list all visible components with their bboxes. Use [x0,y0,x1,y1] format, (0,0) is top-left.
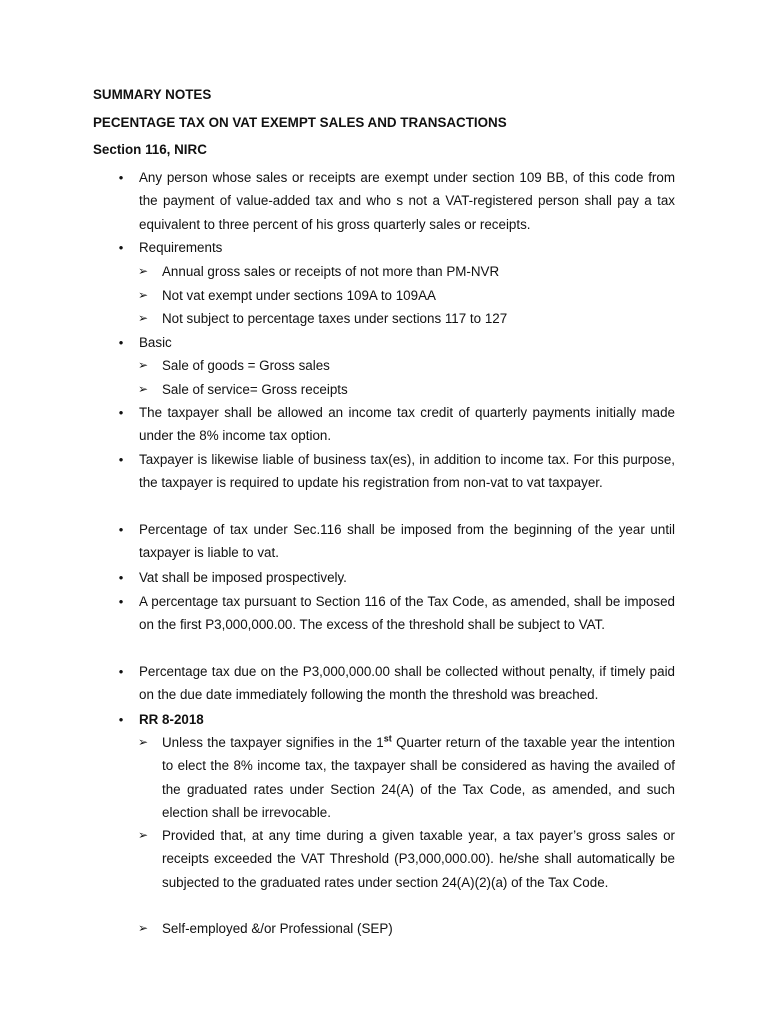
arrow-bullet-icon: ➢ [138,358,149,372]
bullet-item-requirements: Requirements [139,240,223,255]
bullet-icon: • [118,570,124,585]
bullet-icon: • [118,405,124,420]
sub-item-not-vat-exempt: Not vat exempt under sections 109A to 109AA [162,288,436,303]
arrow-bullet-icon: ➢ [138,735,149,749]
bullet-icon: • [118,240,124,255]
sub-item-sale-service: Sale of service= Gross receipts [162,382,348,397]
sub-item-election-rest: Quarter return of the taxable year the intention to elect the 8% income tax, the taxpayer shall be considered as having the availed of the graduated rates under Section 24(A) of the Tax Code, as amended, and such election shall be irrevocable. [162,735,675,821]
ordinal-suffix: st [383,733,392,744]
bullet-item-exempt-person: Any person whose sales or receipts are exempt under section 109 BB, of this code from the payment of value-added tax and who s not a VAT-registered person shall pay a tax equivalent to three percent of his gross quarterly sales or receipts. [139,170,675,232]
bullet-item-business-tax: Taxpayer is likewise liable of business tax(es), in addition to income tax. For this purpose, the taxpayer is required to update his registration from non-vat to vat taxpayer. [139,452,675,491]
section-heading: Section 116, NIRC [93,142,207,157]
bullet-icon: • [118,712,124,727]
bullet-item-rr: RR 8-2018 [139,712,204,727]
bullet-item-basic: Basic [139,335,172,350]
bullet-icon: • [118,522,124,537]
bullet-icon: • [118,594,124,609]
sub-item-annual-gross: Annual gross sales or receipts of not more than PM-NVR [162,264,500,279]
bullet-icon: • [118,335,124,350]
arrow-bullet-icon: ➢ [138,828,149,842]
sub-item-vat-threshold: Provided that, at any time during a given taxable year, a tax payer’s gross sales or receipts exceeded the VAT Threshold (P3,000,000.00). he/she shall automatically be subjected to the graduated rates under section 24(A)(2)(a) of the Tax Code. [162,828,675,890]
bullet-icon: • [118,664,124,679]
bullet-item-penalty: Percentage tax due on the P3,000,000.00 shall be collected without penalty, if timely paid on the due date immediately following the month the threshold was breached. [139,664,675,703]
bullet-item-vat-prospective: Vat shall be imposed prospectively. [139,570,347,585]
arrow-bullet-icon: ➢ [138,382,149,396]
sub-item-sep: Self-employed &/or Professional (SEP) [162,921,393,936]
bullet-icon: • [118,170,124,185]
sub-item-sale-goods: Sale of goods = Gross sales [162,358,330,373]
doc-subtitle: PECENTAGE TAX ON VAT EXEMPT SALES AND TRANSACTIONS [93,115,507,130]
sub-item-not-subject: Not subject to percentage taxes under sections 117 to 127 [162,311,508,326]
bullet-icon: • [118,452,124,467]
bullet-item-percentage-tax: Percentage of tax under Sec.116 shall be imposed from the beginning of the year until taxpayer is liable to vat. [139,522,675,561]
sub-item-election-start: Unless the taxpayer signifies in the 1 [162,735,384,750]
arrow-bullet-icon: ➢ [138,264,149,278]
sub-item-election [162,731,675,825]
doc-title: SUMMARY NOTES [93,87,212,102]
arrow-bullet-icon: ➢ [138,921,149,935]
bullet-item-threshold: A percentage tax pursuant to Section 116 of the Tax Code, as amended, shall be imposed on the first P3,000,000.00. The excess of the threshold shall be subject to VAT. [139,594,675,633]
bullet-item-tax-credit: The taxpayer shall be allowed an income tax credit of quarterly payments initially made under the 8% income tax option. [139,405,675,444]
arrow-bullet-icon: ➢ [138,311,149,325]
arrow-bullet-icon: ➢ [138,288,149,302]
